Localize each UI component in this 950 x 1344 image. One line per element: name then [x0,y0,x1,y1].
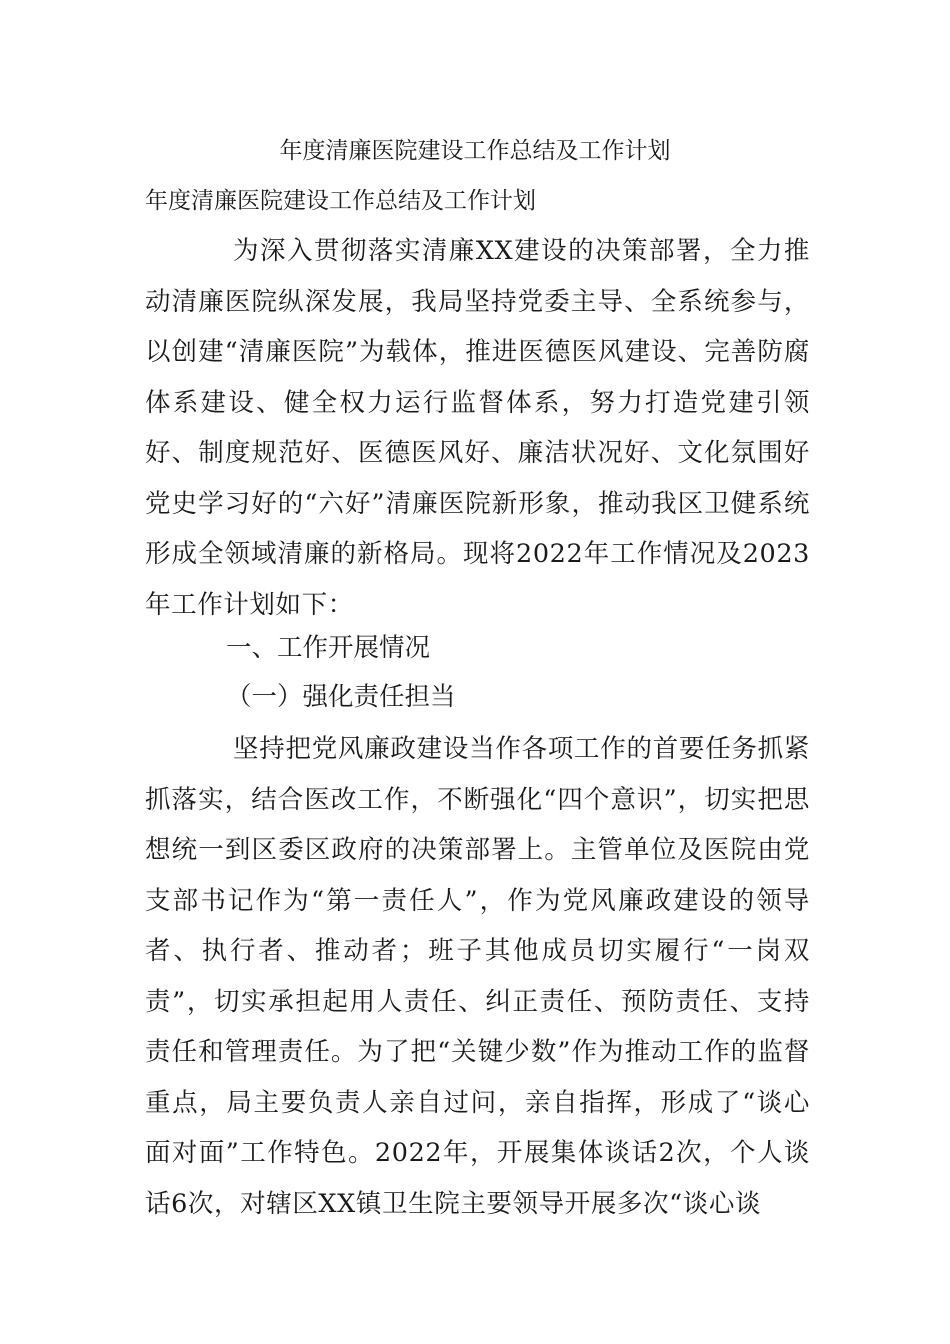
document-title: 年度清廉医院建设工作总结及工作计划 [279,138,671,164]
responsibility-paragraph: 坚持把党风廉政建设当作各项工作的首要任务抓紧抓落实，结合医改工作，不断强化“四个意识”，切实把思想统一到区委区政府的决策部署上。主管单位及医院由党支部书记作为“第一责任人”，作为党风廉政建设的领导者、执行者、推动者；班子其他成员切实履行“一岗双责”，切实承担起用人责任、纠正责任、预防责任、支持责任和管理责任。为了把“关键少数”作为推动工作的监督重点，局主要负责人亲自过问，亲自指挥，形成了“谈心面对面”工作特色。2022年，开展集体谈话2次，个人谈话6次，对辖区XX镇卫生院主要领导开展多次“谈心谈 [145,734,810,1219]
section-heading: 一、工作开展情况 [226,633,431,663]
document-subtitle: 年度清廉医院建设工作总结及工作计划 [145,188,536,214]
intro-paragraph: 为深入贯彻落实清廉XX建设的决策部署，全力推动清廉医院纵深发展，我局坚持党委主导、全系统参与，以创建“清廉医院”为载体，推进医德医风建设、完善防腐体系建设、健全权力运行监督体系，努力打造党建引领好、制度规范好、医德医风好、廉洁状况好、文化氛围好党史学习好的“六好”清廉医院新形象，推动我区卫健系统形成全领域清廉的新格局。现将2022年工作情况及2023年工作计划如下： [145,236,810,620]
subsection-heading: （一）强化责任担当 [226,682,456,712]
